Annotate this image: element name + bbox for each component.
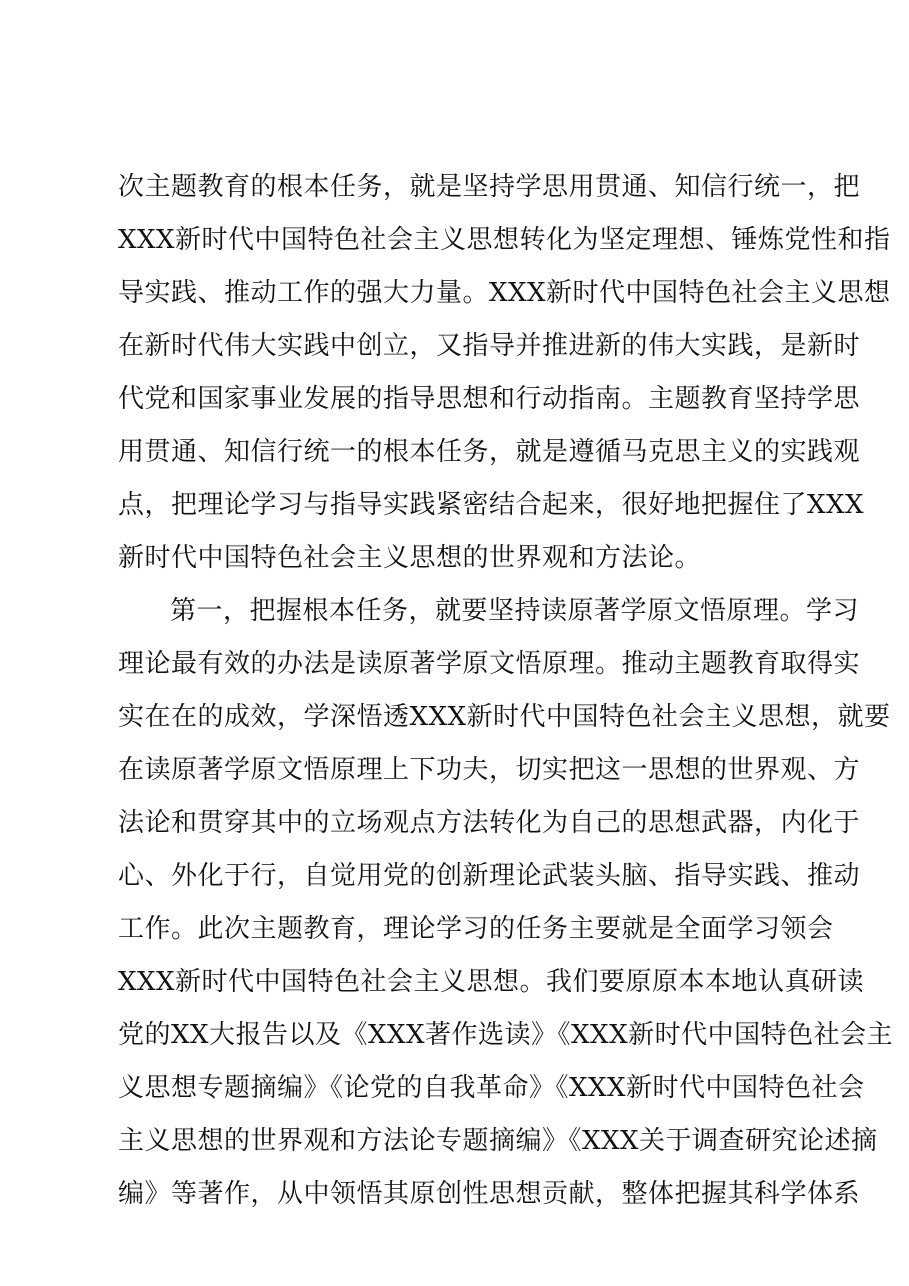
text-line-2: XXX新时代中国特色社会主义思想转化为坚定理想、锤炼党性和指: [118, 225, 891, 255]
text-line-16: XXX新时代中国特色社会主义思想。我们要原原本本地认真研读: [118, 967, 865, 997]
document-body: [118, 167, 894, 1227]
text-line-13: 法论和贯穿其中的立场观点方法转化为自己的思想武器，内化于: [118, 808, 861, 838]
text-line-15: 工作。此次主题教育，理论学习的任务主要就是全面学习领会: [118, 914, 834, 944]
text-line-4: 在新时代伟大实践中创立，又指导并推进新的伟大实践，是新时: [118, 331, 861, 361]
text-line-8: 新时代中国特色社会主义思想的世界观和方法论。: [118, 543, 702, 573]
text-line-3: 导实践、推动工作的强大力量。XXX新时代中国特色社会主义思想: [118, 278, 891, 308]
text-line-7: 点，把理论学习与指导实践紧密结合起来，很好地把握住了XXX: [118, 490, 865, 520]
text-line-11: 实在在的成效，学深悟透XXX新时代中国特色社会主义思想，就要: [118, 702, 891, 732]
text-line-19: 主义思想的世界观和方法论专题摘编》《XXX关于调查研究论述摘: [118, 1126, 878, 1156]
text-line-18: 义思想专题摘编》《论党的自我革命》《XXX新时代中国特色社会: [118, 1073, 865, 1103]
paragraph-start-line: 第一，把握根本任务，就要坚持读原著学原文悟原理。学习: [170, 596, 860, 626]
text-line-5: 代党和国家事业发展的指导思想和行动指南。主题教育坚持学思: [118, 384, 861, 414]
text-line-12: 在读原著学原文悟原理上下功夫，切实把这一思想的世界观、方: [118, 755, 861, 785]
text-line-6: 用贯通、知信行统一的根本任务，就是遵循马克思主义的实践观: [118, 437, 861, 467]
text-line-1: 次主题教育的根本任务，就是坚持学思用贯通、知信行统一，把: [118, 172, 861, 202]
text-line-17: 党的XX大报告以及《XXX著作选读》《XXX新时代中国特色社会主: [118, 1020, 894, 1050]
text-line-10: 理论最有效的办法是读原著学原文悟原理。推动主题教育取得实: [118, 649, 861, 679]
text-line-20: 编》等著作，从中领悟其原创性思想贡献，整体把握其科学体系: [118, 1179, 861, 1209]
text-line-14: 心、外化于行，自觉用党的创新理论武装头脑、指导实践、推动: [118, 861, 861, 891]
